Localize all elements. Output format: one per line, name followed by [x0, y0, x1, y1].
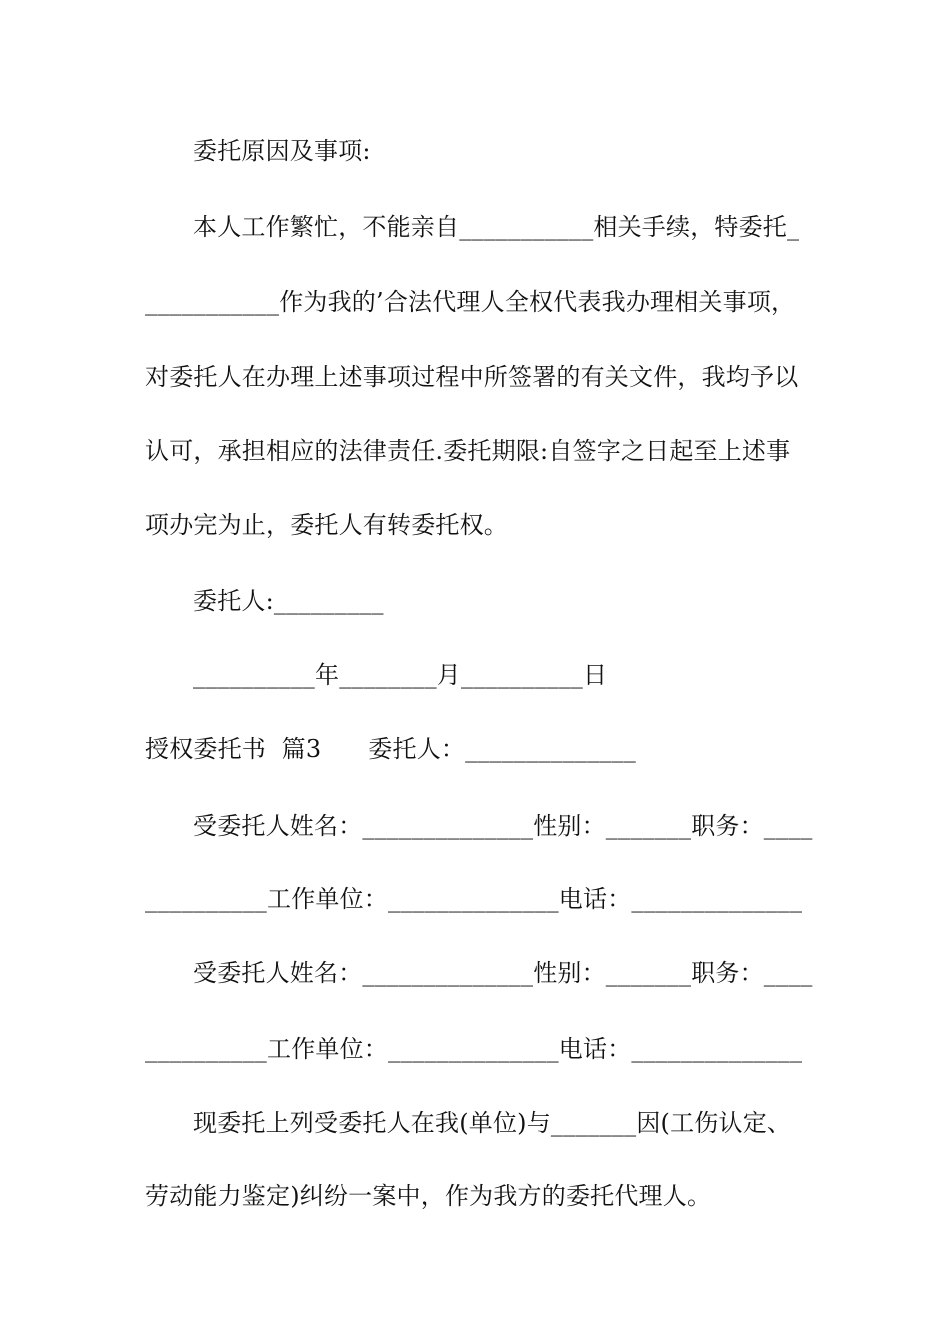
paragraph-line: 劳动能力鉴定)纠纷一案中，作为我方的委托代理人。 [145, 1182, 712, 1210]
paragraph-line: ___________作为我的’合法代理人全权代表我办理相关事项， [145, 288, 796, 316]
date-line: __________年________月__________日 [193, 661, 608, 689]
agent-info-line: 受委托人姓名：______________性别：_______职务：____ [193, 959, 813, 987]
section-heading-reason: 委托原因及事项: [193, 137, 371, 165]
paragraph-line: 认可，承担相应的法律责任.委托期限:自签字之日起至上述事 [145, 437, 791, 465]
section-title-line: 授权委托书 篇3 委托人：______________ [145, 735, 636, 763]
principal-signature-line: 委托人:_________ [193, 587, 384, 615]
agent-info-line: 受委托人姓名：______________性别：_______职务：____ [193, 812, 813, 840]
paragraph-line: 现委托上列受委托人在我(单位)与_______因(工伤认定、 [193, 1109, 792, 1137]
agent-info-line: __________工作单位：______________电话：______________ [145, 1035, 803, 1063]
paragraph-line: 本人工作繁忙，不能亲自___________相关手续，特委托_ [193, 213, 800, 241]
paragraph-line: 项办完为止，委托人有转委托权。 [145, 511, 508, 539]
paragraph-line: 对委托人在办理上述事项过程中所签署的有关文件，我均予以 [145, 363, 799, 391]
agent-info-line: __________工作单位：______________电话：______________ [145, 885, 803, 913]
